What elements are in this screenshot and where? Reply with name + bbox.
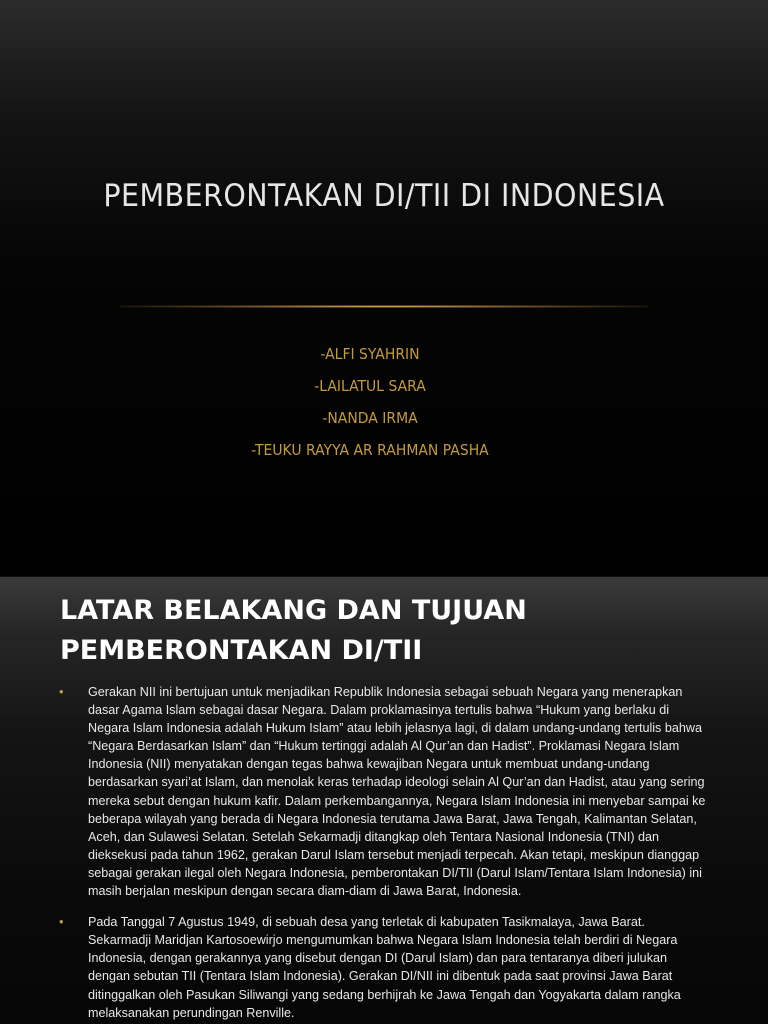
author-name: -NANDA IRMA — [322, 409, 418, 427]
author-name: -TEUKU RAYYA AR RAHMAN PASHA — [251, 441, 489, 459]
heading-line: LATAR BELAKANG DAN TUJUAN — [60, 595, 527, 626]
gold-divider — [120, 305, 648, 308]
list-item — [59, 683, 709, 900]
presentation-title: PEMBERONTAKAN DI/TII DI INDONESIA — [103, 178, 665, 214]
bullet-icon: • — [59, 914, 64, 930]
author-name: -LAILATUL SARA — [314, 377, 426, 395]
list-item — [59, 913, 709, 1022]
heading-line: PEMBERONTAKAN DI/TII — [60, 635, 423, 666]
bullet-text: Gerakan NII ini bertujuan untuk menjadikan Republik Indonesia sebagai sebuah Negara yang menerapkan dasar Agama Islam sebagai dasar Negara. Dalam proklamasinya tertulis bahwa “Hukum yang berlaku di Negara Islam Indonesia adalah Hukum Islam” atau lebih jelasnya lagi, di dalam undang-undang tertulis bahwa “Negara Berdasarkan Islam” dan “Hukum tertinggi adalah Al Qur’an dan Hadist”. Proklamasi Negara Islam Indonesia (NII) menyatakan dengan tegas bahwa kewajiban Negara untuk membuat undang-undang berdasarkan syari’at Islam, dan menolak keras terhadap ideologi selain Al Qur’an dan Hadist, atau yang sering mereka sebut dengan hukum kafir. Dalam perkembangannya, Negara Islam Indonesia ini menyebar sampai ke beberapa wilayah yang berada di Negara Indonesia terutama Jawa Barat, Jawa Tengah, Kalimantan Selatan, Aceh, dan Sulawesi Selatan. Setelah Sekarmadji ditangkap oleh Tentara Nasional Indonesia (TNI) dan dieksekusi pada tahun 1962, gerakan Darul Islam tersebut menjadi terpecah. Akan tetapi, meskipun dianggap sebagai gerakan ilegal oleh Negara Indonesia, pemberontakan DI/TII (Darul Islam/Tentara Islam Indonesia) ini masih berjalan meskipun dengan secara diam-diam di Jawa Barat, Indonesia. — [88, 685, 706, 899]
slide-heading — [60, 591, 740, 671]
bullet-list — [59, 683, 709, 1024]
bullet-icon: • — [59, 684, 64, 699]
author-list — [0, 341, 740, 469]
content-slide — [0, 577, 768, 1024]
bullet-text: Pada Tanggal 7 Agustus 1949, di sebuah desa yang terletak di kabupaten Tasikmalaya, Jawa Barat. Sekarmadji Maridjan Kartosoewirjo mengumumkan bahwa Negara Islam Indonesia telah berdiri di Negara Indonesia, dengan gerakannya yang disebut dengan DI (Darul Islam) dan para tentaranya diberi julukan dengan sebutan TII (Tentara Islam Indonesia). Gerakan DI/NII ini dibentuk pada saat provinsi Jawa Barat ditinggalkan oleh Pasukan Siliwangi yang sedang berhijrah ke Jawa Tengah dan Yogyakarta dalam rangka melaksanakan perundingan Renville. — [88, 915, 681, 1020]
author-name: -ALFI SYAHRIN — [320, 345, 420, 363]
